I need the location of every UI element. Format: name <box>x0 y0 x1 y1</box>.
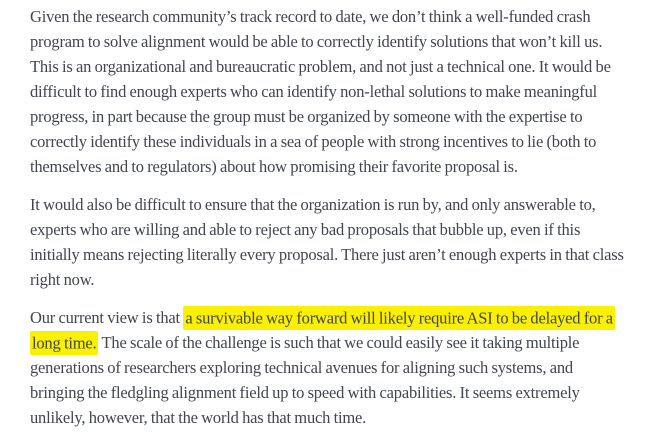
paragraph <box>30 4 629 179</box>
paragraph-text: The scale of the challenge is such that we could easily see it taking multiple generations of researchers exploring technical avenues for aligning such systems, and bringing the fledgling alignment field up to speed with capabilities. It seems extremely unlikely, however, that the world has that much time. <box>30 333 580 427</box>
highlighted-text: a survivable way forward will likely require ASI to be delayed for a long time. <box>30 306 615 355</box>
paragraph-text: Our current view is that <box>30 308 184 327</box>
paragraph <box>30 305 629 430</box>
paragraph-text: Given the research community’s track record to date, we don’t think a well-funded crash program to solve alignment would be able to correctly identify solutions that won’t kill us. This is an organizational and bureaucratic problem, and not just a technical one. It would be difficult to find enough experts who can identify non-lethal solutions to make meaningful progress, in part because the group must be organized by someone with the expertise to correctly identify these individuals in a sea of people with strong incentives to lie (both to themselves and to regulators) about how promising their favorite proposal is. <box>30 7 611 176</box>
paragraph <box>30 192 629 292</box>
article-body <box>30 4 629 430</box>
paragraph-text: It would also be difficult to ensure that the organization is run by, and only answerable to, experts who are willing and able to reject any bad proposals that bubble up, even if this initially means rejecting literally every proposal. There just aren’t enough experts in that class right now. <box>30 195 624 289</box>
